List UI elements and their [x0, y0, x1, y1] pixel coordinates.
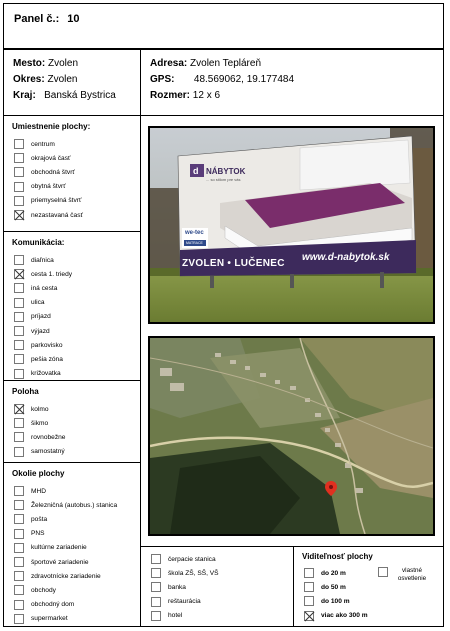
checkbox-label: škola ZŠ, SŠ, VŠ [168, 569, 219, 577]
umiestnenie-heading: Umiestnenie plochy: [12, 122, 91, 131]
checkbox[interactable] [14, 585, 24, 595]
checkbox-row [151, 552, 293, 566]
checkbox[interactable] [14, 354, 24, 364]
billboard-badge: MATRACE [186, 241, 203, 245]
gps-row: GPS: 48.569062, 19.177484 [150, 74, 295, 85]
vlastne-osvetlenie-checkbox[interactable] [378, 567, 388, 577]
checkbox-label: iná cesta [31, 284, 58, 292]
checkbox-label: do 50 m [321, 583, 346, 591]
okres-value: Zvolen [47, 74, 78, 85]
checkbox-label: nezastavaná časť [31, 211, 83, 219]
checkbox-label: diaľnica [31, 256, 54, 264]
checkbox-label: pešia zóna [31, 355, 63, 363]
checkbox-row [14, 541, 140, 555]
checkbox[interactable] [151, 582, 161, 592]
checkbox[interactable] [14, 614, 24, 624]
checkbox[interactable] [14, 557, 24, 567]
billboard-wetec: we-tec [185, 230, 204, 236]
checkbox[interactable] [14, 404, 24, 414]
umiestnenie-section [3, 115, 141, 232]
checkbox-row [14, 527, 140, 541]
billboard-cities: ZVOLEN • LUČENEC [182, 258, 285, 269]
checkbox-label: obytná štvrť [31, 183, 66, 191]
checkbox[interactable] [14, 283, 24, 293]
checkbox-label: čerpacie stanica [168, 555, 216, 563]
checkbox-label: križovatka [31, 370, 61, 378]
checkbox-row [304, 609, 443, 623]
panel-title [14, 13, 80, 25]
checkbox-row [14, 598, 140, 612]
checkbox[interactable] [14, 500, 24, 510]
checkbox-row [151, 595, 293, 609]
checkbox-label: obchodný dom [31, 601, 75, 609]
okolie-heading: Okolie plochy [12, 469, 65, 478]
komunikacia-list [4, 253, 140, 381]
komunikacia-heading: Komunikácia: [12, 238, 65, 247]
checkbox-row [14, 324, 140, 338]
checkbox-row [14, 569, 140, 583]
rozmer-value: 12 x 6 [192, 90, 221, 101]
billboard-photo [148, 126, 435, 324]
checkbox-label: Železničná (autobus.) stanica [31, 501, 118, 509]
checkbox-label: obchodná štvrť [31, 168, 75, 176]
checkbox[interactable] [14, 182, 24, 192]
okolie2-list [141, 552, 293, 623]
okolie2-section [140, 546, 294, 627]
checkbox-row [14, 498, 140, 512]
checkbox[interactable] [14, 326, 24, 336]
checkbox-label: do 20 m [321, 569, 346, 577]
checkbox[interactable] [14, 432, 24, 442]
checkbox-row [14, 151, 140, 165]
checkbox[interactable] [304, 596, 314, 606]
checkbox-row [14, 194, 140, 208]
checkbox-label: centrum [31, 140, 55, 148]
checkbox-row [14, 583, 140, 597]
checkbox[interactable] [14, 340, 24, 350]
checkbox-row [151, 580, 293, 594]
checkbox-label: okrajová časť [31, 154, 71, 162]
adresa-row: Adresa: Zvolen Tepláreň [150, 58, 262, 69]
poloha-heading: Poloha [12, 387, 39, 396]
checkbox-label: pošta [31, 515, 48, 523]
adresa-value: Zvolen Tepláreň [190, 58, 262, 69]
checkbox-label: výjazd [31, 327, 50, 335]
checkbox[interactable] [14, 514, 24, 524]
checkbox[interactable] [151, 554, 161, 564]
checkbox-label: kolmo [31, 405, 49, 413]
checkbox[interactable] [304, 611, 314, 621]
vlastne-osvetlenie [378, 567, 432, 583]
checkbox-row [14, 253, 140, 267]
checkbox[interactable] [14, 269, 24, 279]
umiestnenie-list [4, 137, 140, 222]
poloha-list [4, 402, 140, 459]
checkbox[interactable] [14, 312, 24, 322]
satellite-map-image [150, 338, 433, 534]
header-box [3, 3, 444, 49]
checkbox[interactable] [14, 486, 24, 496]
mesto-row: Mesto: Zvolen [13, 58, 79, 69]
address-box [140, 49, 444, 116]
checkbox-row [14, 352, 140, 366]
checkbox-label: reštaurácia [168, 598, 201, 606]
checkbox-row [14, 555, 140, 569]
checkbox-label: priemyselná štvrť [31, 197, 82, 205]
checkbox-label: kultúrne zariadenie [31, 544, 87, 552]
rozmer-row: Rozmer: 12 x 6 [150, 90, 221, 101]
location-box [3, 49, 141, 116]
checkbox-row [14, 445, 140, 459]
checkbox-label: parkovisko [31, 341, 63, 349]
gps-value: 48.569062, 19.177484 [193, 74, 295, 85]
checkbox[interactable] [14, 418, 24, 428]
checkbox-label: PNS [31, 530, 45, 538]
viditelnost-section [293, 546, 444, 627]
poloha-section [3, 380, 141, 463]
checkbox[interactable] [14, 255, 24, 265]
checkbox-row [151, 609, 293, 623]
okolie-list [4, 484, 140, 626]
checkbox-label: samostatný [31, 448, 65, 456]
checkbox-row [14, 484, 140, 498]
billboard-web: www.d-nabytok.sk [302, 252, 390, 263]
checkbox-label: športové zariadenie [31, 558, 89, 566]
checkbox-label: cesta 1. triedy [31, 270, 73, 278]
checkbox-row [14, 296, 140, 310]
checkbox-label: supermarket [31, 615, 68, 623]
checkbox-row [14, 402, 140, 416]
checkbox-label: do 100 m [321, 597, 350, 605]
checkbox[interactable] [14, 139, 24, 149]
checkbox-label: šikmo [31, 419, 49, 427]
checkbox-label: príjazd [31, 313, 51, 321]
checkbox-row [14, 416, 140, 430]
checkbox[interactable] [14, 571, 24, 581]
okolie-section [3, 462, 141, 627]
checkbox[interactable] [14, 298, 24, 308]
billboard-brand: NÁBYTOK [206, 167, 246, 176]
checkbox-label: MHD [31, 487, 47, 495]
checkbox-row [14, 281, 140, 295]
checkbox-row [14, 137, 140, 151]
checkbox-row [14, 512, 140, 526]
checkbox-row [151, 566, 293, 580]
checkbox[interactable] [151, 611, 161, 621]
checkbox-row [304, 594, 443, 608]
panel-number: 10 [67, 13, 80, 25]
checkbox[interactable] [14, 153, 24, 163]
checkbox-label: hotel [168, 612, 183, 620]
checkbox-label: obchody [31, 586, 56, 594]
checkbox[interactable] [14, 543, 24, 553]
checkbox[interactable] [14, 369, 24, 379]
checkbox-row [14, 180, 140, 194]
checkbox-row [14, 612, 140, 626]
vlastne-osvetlenie-label: vlastné osvetlenie [397, 567, 427, 582]
checkbox-label: banka [168, 583, 186, 591]
mesto-value: Zvolen [48, 58, 79, 69]
checkbox[interactable] [304, 568, 314, 578]
checkbox-row [14, 208, 140, 222]
checkbox-label: viac ako 300 m [321, 612, 368, 620]
checkbox-row [14, 267, 140, 281]
checkbox[interactable] [151, 568, 161, 578]
checkbox-label: zdravotnícke zariadenie [31, 572, 101, 580]
checkbox-row [14, 338, 140, 352]
checkbox-row [14, 310, 140, 324]
billboard-logo-d: d [193, 166, 199, 176]
okres-row: Okres: Zvolen [13, 74, 78, 85]
checkbox-row [14, 367, 140, 381]
viditelnost-heading: Viditeľnosť plochy [302, 552, 373, 561]
satellite-map [148, 336, 435, 536]
panel-label: Panel č.: [14, 13, 60, 25]
checkbox[interactable] [151, 597, 161, 607]
checkbox[interactable] [14, 600, 24, 610]
billboard-photo-image [150, 128, 433, 322]
kraj-value: Banská Bystrica [44, 90, 116, 101]
checkbox-label: rovnobežne [31, 433, 66, 441]
kraj-row: Kraj: Banská Bystrica [13, 90, 116, 101]
checkbox[interactable] [14, 447, 24, 457]
checkbox-row [14, 430, 140, 444]
checkbox[interactable] [14, 529, 24, 539]
checkbox[interactable] [14, 196, 24, 206]
checkbox-label: ulica [31, 299, 45, 307]
checkbox-row [14, 165, 140, 179]
checkbox[interactable] [14, 167, 24, 177]
checkbox[interactable] [14, 210, 24, 220]
billboard-brand-sub: ... so stilom pre vás [206, 177, 241, 182]
checkbox[interactable] [304, 582, 314, 592]
komunikacia-section [3, 231, 141, 381]
